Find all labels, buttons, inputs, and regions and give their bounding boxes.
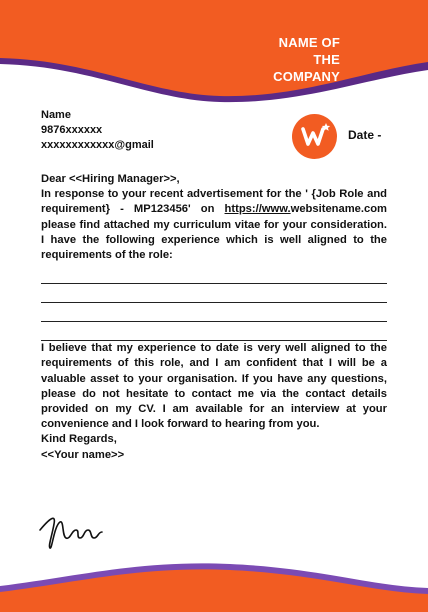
sender-email: xxxxxxxxxxxx@gmail: [41, 139, 154, 151]
blank-line: [41, 284, 387, 303]
greeting: Dear <<Hiring Manager>>,: [41, 173, 180, 185]
header-wave: [0, 0, 428, 112]
company-logo: [292, 114, 337, 159]
footer-wave: [0, 550, 428, 612]
company-name-line-3: COMPANY: [273, 69, 340, 84]
sign-off: Kind Regards,: [41, 433, 117, 446]
sender-phone: 9876xxxxxx: [41, 124, 103, 136]
your-name-placeholder: <<Your name>>: [41, 448, 125, 461]
intro-text-start: In response to your recent advertisement for the ' {Job Role and requirement} - MP123456' on: [41, 188, 387, 216]
experience-lines: [41, 265, 387, 341]
intro-text-end: websitename.com please find attached my curriculum vitae for your consideration. I have the following experience which is well aligned to the requirements of the role:: [41, 203, 387, 262]
intro-paragraph: [41, 187, 387, 263]
closing-paragraph: I believe that my experience to date is very well aligned to the requirements of this role, and I am confident that I will be a valuable asset to your organisation. If you have any questions, please do not hesitate to contact me via the contact details provided on my CV. I am available for an interview at your convenience and I look forward to hearing from you.: [41, 342, 387, 431]
company-name: [220, 34, 340, 85]
blank-line: [41, 322, 387, 341]
company-name-line-1: NAME OF: [278, 35, 340, 50]
blank-line: [41, 303, 387, 322]
signature-image: [36, 506, 106, 552]
blank-line: [41, 265, 387, 284]
date-label: Date -: [348, 128, 382, 142]
logo-mark-icon: [292, 114, 337, 159]
website-link[interactable]: https://www.: [224, 203, 291, 216]
sender-details: [41, 108, 154, 153]
company-name-line-2: THE: [313, 52, 340, 67]
sender-name: Name: [41, 109, 71, 121]
letter-body: [41, 172, 387, 463]
